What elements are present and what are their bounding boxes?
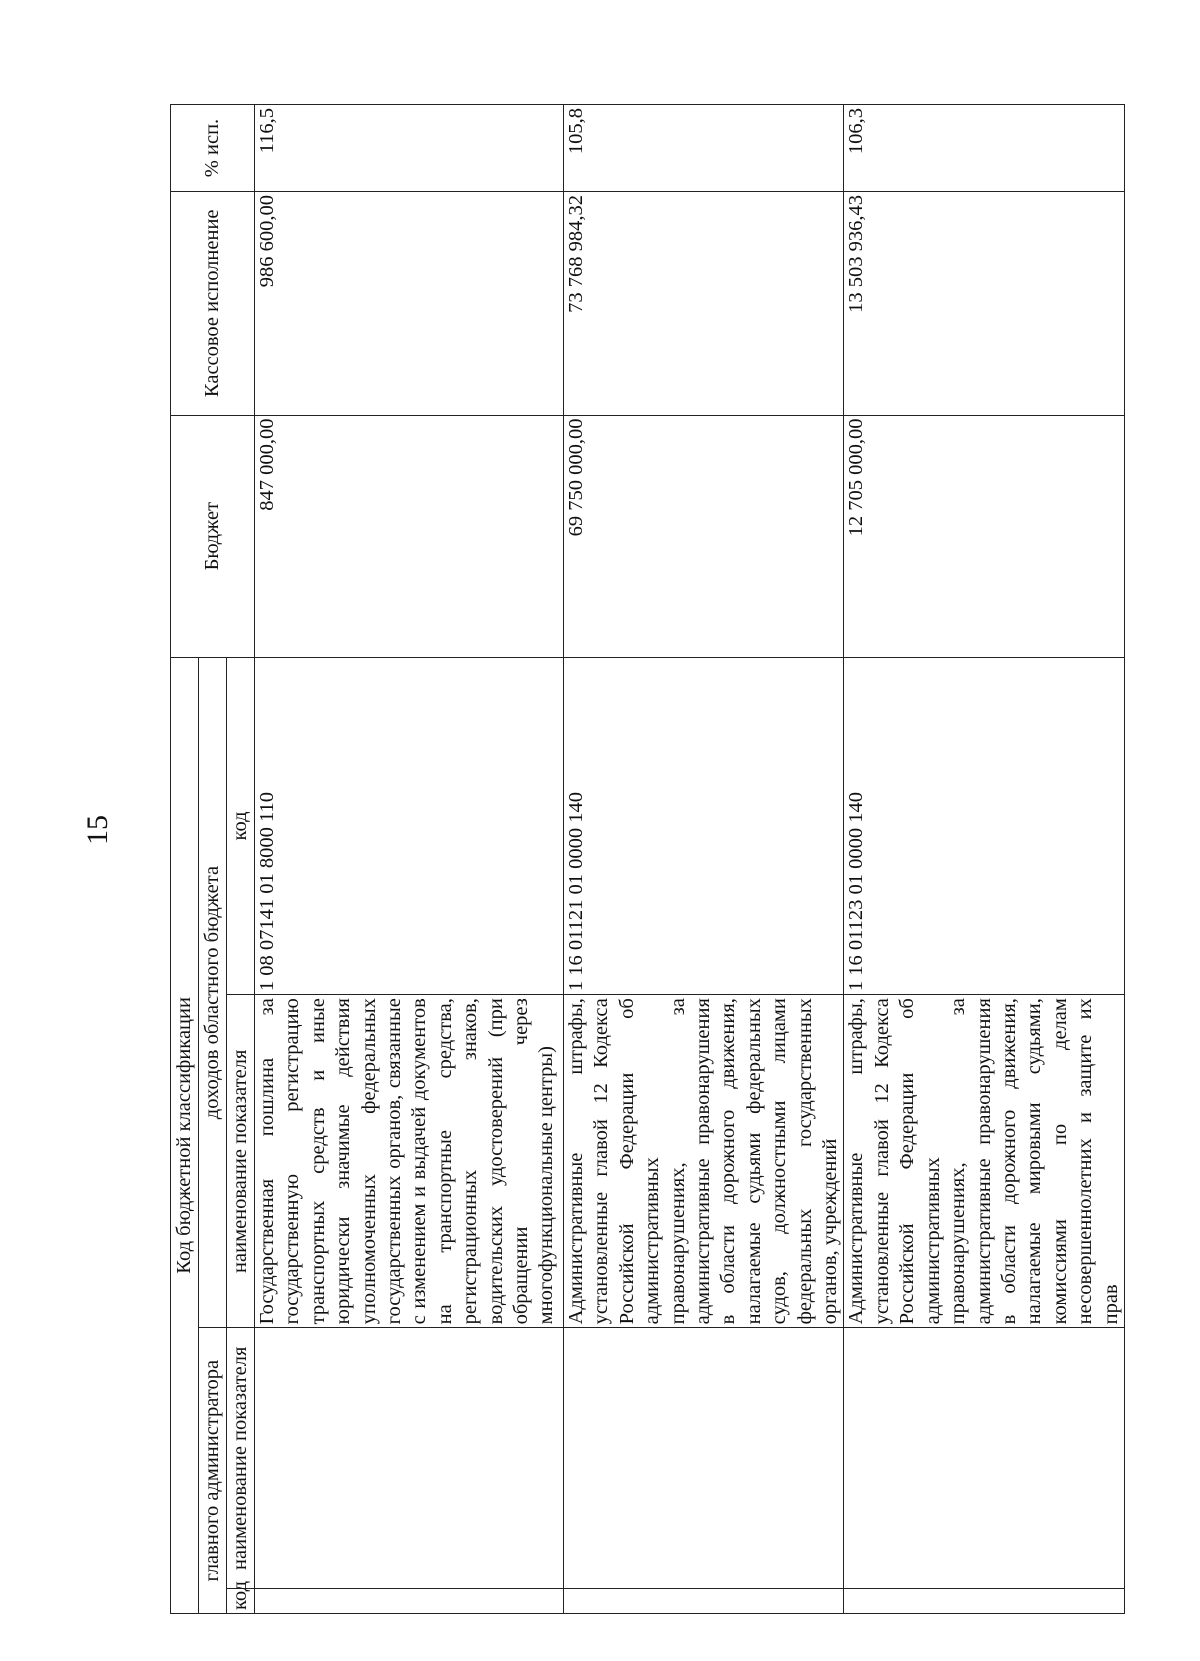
header-budget: Бюджет bbox=[171, 415, 255, 657]
admin-name-cell bbox=[844, 1328, 1124, 1589]
budget-cell: 12 705 000,00 bbox=[844, 415, 1124, 657]
header-indicator-name: наименование показателя bbox=[227, 995, 255, 1328]
header-percent-execution: % исп. bbox=[171, 105, 255, 192]
table-row bbox=[844, 105, 1124, 1614]
budget-cell: 69 750 000,00 bbox=[564, 415, 844, 657]
header-admin-name: наименование показателя bbox=[227, 1328, 255, 1589]
header-classification-code: Код бюджетной классификации bbox=[171, 657, 199, 1613]
budget-cell: 847 000,00 bbox=[255, 415, 564, 657]
admin-name-cell bbox=[255, 1328, 564, 1589]
cash-cell: 73 768 984,32 bbox=[564, 192, 844, 416]
admin-code-cell bbox=[844, 1589, 1124, 1614]
admin-code-cell bbox=[564, 1589, 844, 1614]
header-indicator-code: код bbox=[227, 657, 255, 994]
admin-code-cell bbox=[255, 1589, 564, 1614]
header-regional-budget-income: доходов областного бюджета bbox=[199, 657, 227, 1328]
cash-cell: 986 600,00 bbox=[255, 192, 564, 416]
table-row bbox=[564, 105, 844, 1614]
header-chief-administrator: главного администратора bbox=[199, 1328, 227, 1614]
budget-table bbox=[170, 104, 1125, 1614]
header-admin-code: код bbox=[227, 1589, 255, 1614]
indicator-code-cell: 1 16 01121 01 0000 140 bbox=[564, 657, 844, 994]
page-number: 15 bbox=[81, 815, 114, 845]
indicator-name-cell: Административные штрафы, установленные главой 12 Кодекса Российской Федерации об административных правонарушениях, за административные правонарушения в области дорожного движения, налагаемые судьями федеральных судов, должностными лицами федеральных государственных органов, учреждений bbox=[564, 995, 844, 1328]
header-cash-execution: Кассовое исполнение bbox=[171, 192, 255, 416]
percent-cell: 105,8 bbox=[564, 105, 844, 192]
indicator-code-cell: 1 16 01123 01 0000 140 bbox=[844, 657, 1124, 994]
indicator-code-cell: 1 08 07141 01 8000 110 bbox=[255, 657, 564, 994]
indicator-name-cell: Административные штрафы, установленные главой 12 Кодекса Российской Федерации об административных правонарушениях, за административные правонарушения в области дорожного движения, налагаемые мировыми судьями, комиссиями по делам несовершеннолетних и защите их прав bbox=[844, 995, 1124, 1328]
percent-cell: 106,3 bbox=[844, 105, 1124, 192]
indicator-name-cell: Государственная пошлина за государственную регистрацию транспортных средств и иные юридически значимые действия уполномоченных федеральных государственных органов, связанные с изменением и выдачей документов на транспортные средства, регистрационных знаков, водительских удостоверений (при обращении через многофункциональные центры) bbox=[255, 995, 564, 1328]
admin-name-cell bbox=[564, 1328, 844, 1589]
table-row bbox=[255, 105, 564, 1614]
percent-cell: 116,5 bbox=[255, 105, 564, 192]
cash-cell: 13 503 936,43 bbox=[844, 192, 1124, 416]
budget-table-sheet bbox=[170, 104, 1122, 1614]
